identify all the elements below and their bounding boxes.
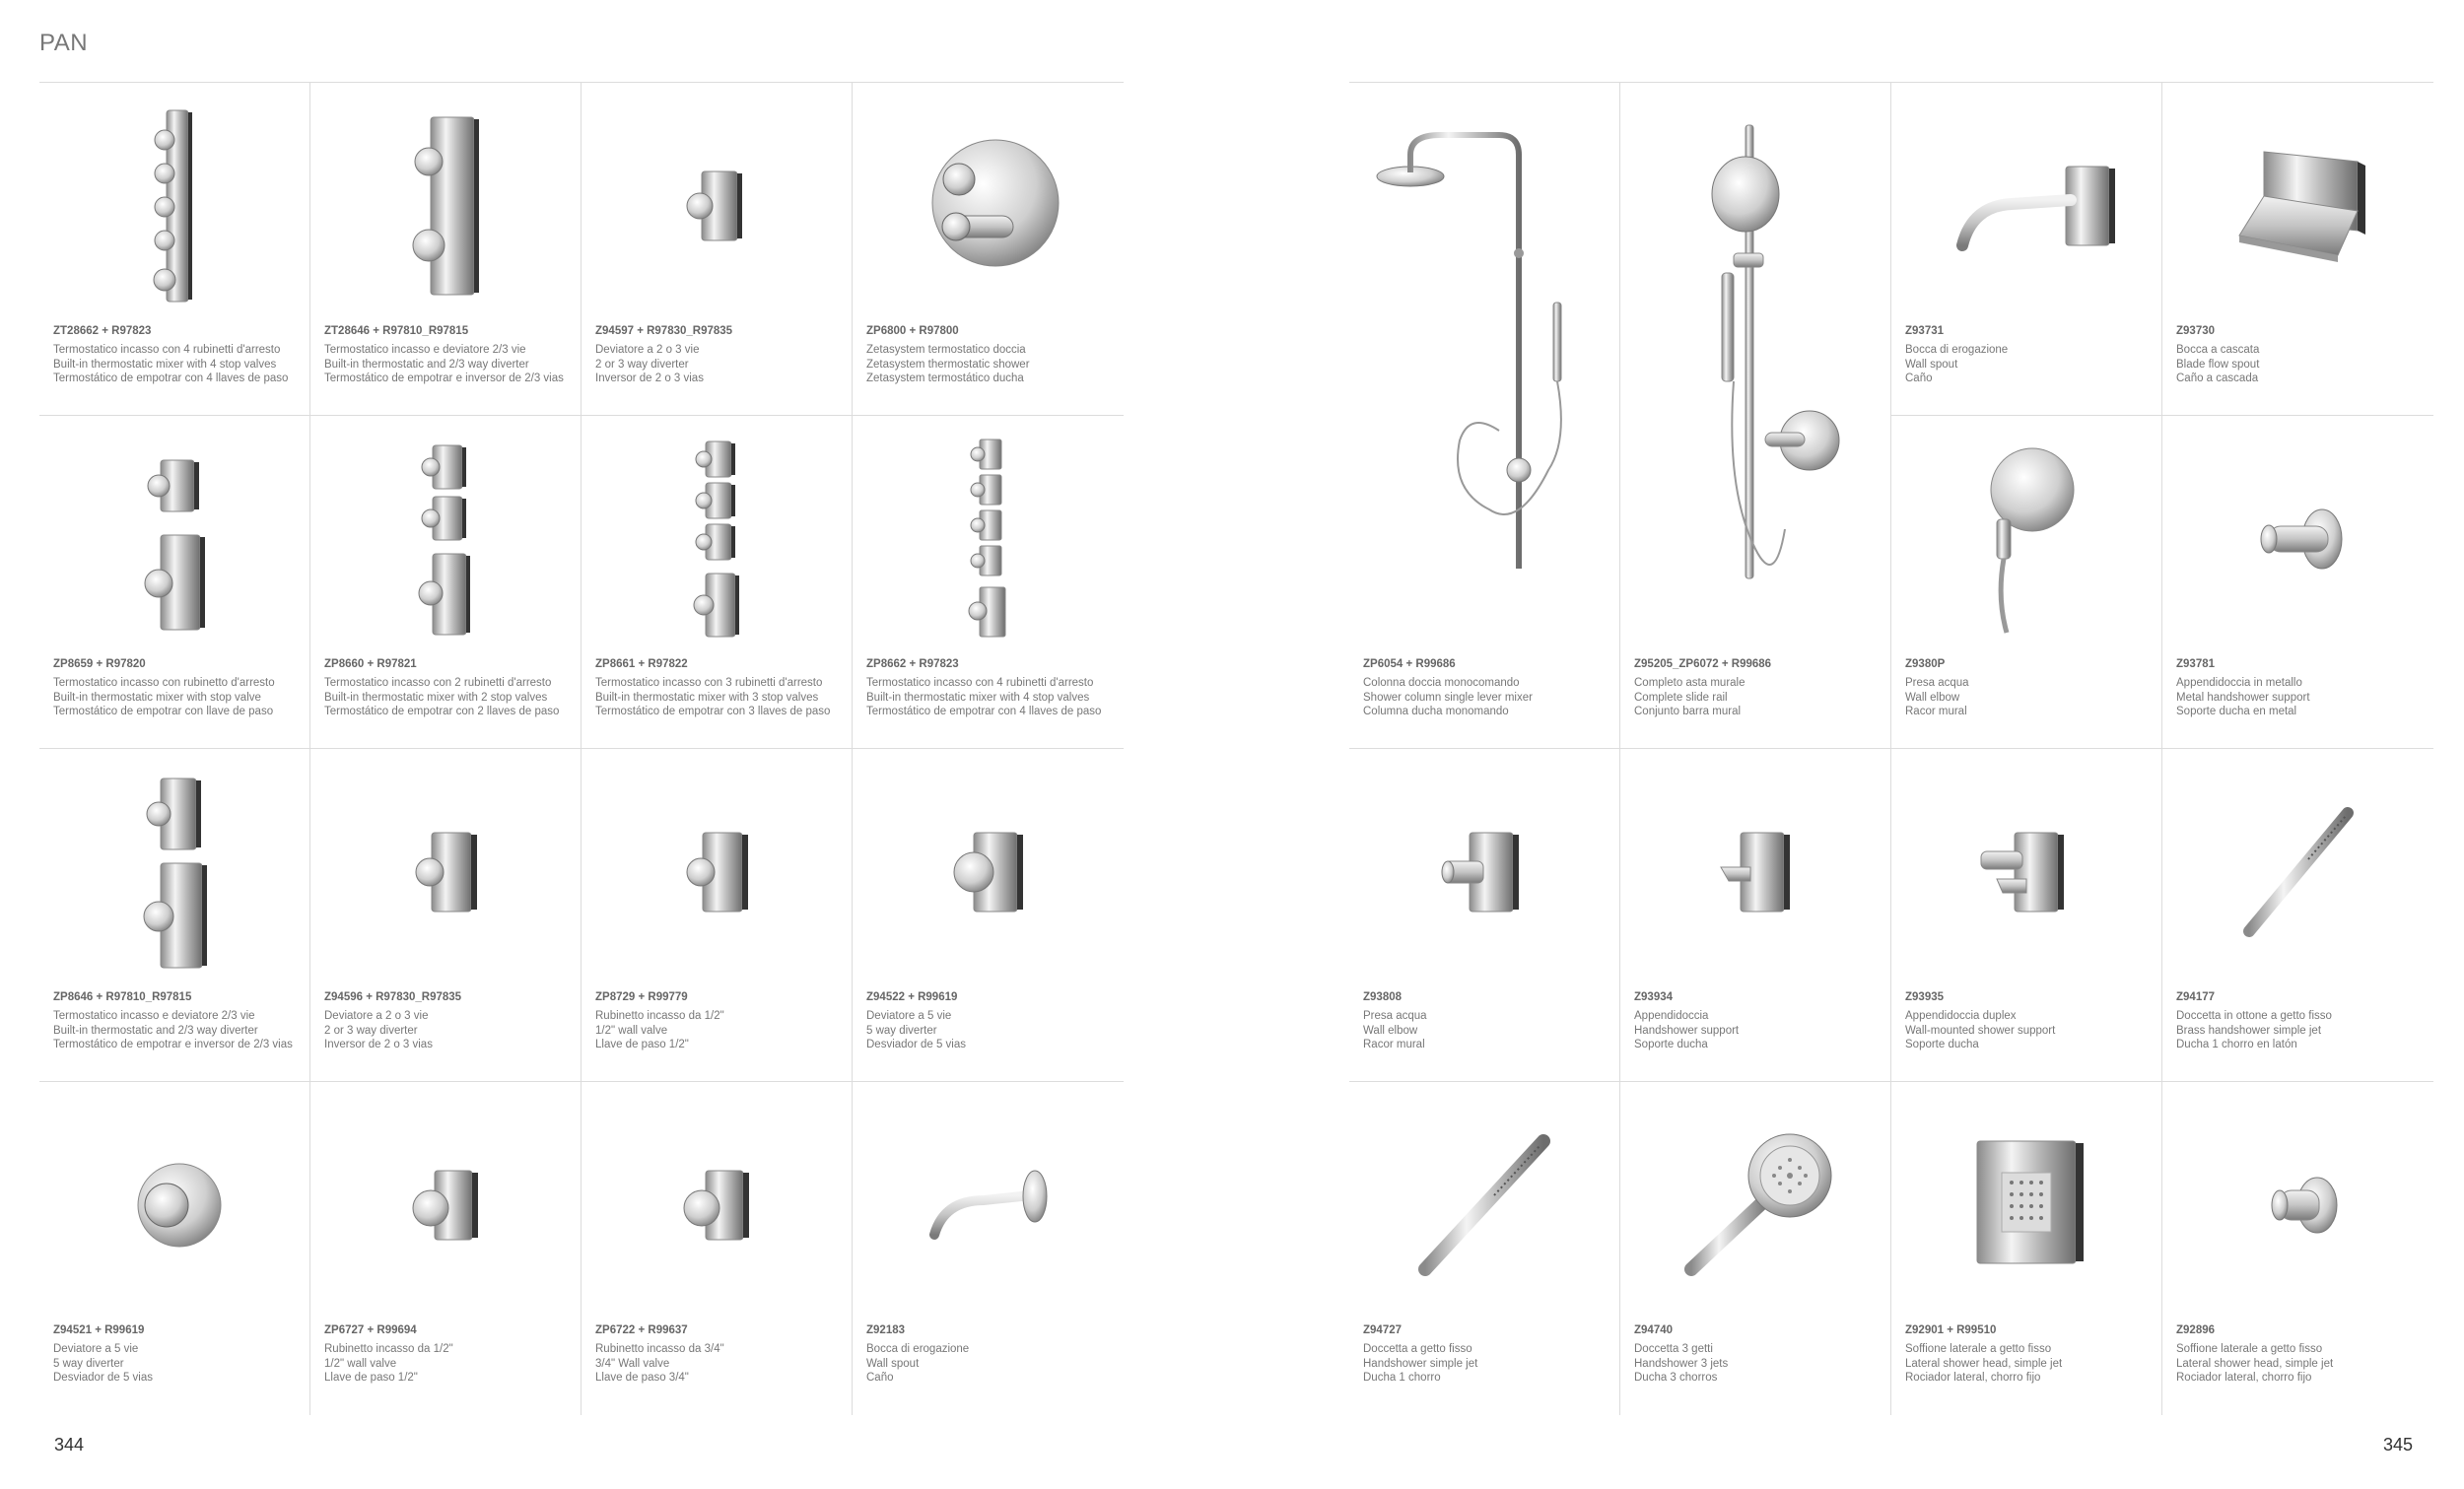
product-desc-es: Termostático de empotrar con 4 llaves de paso <box>866 706 1102 717</box>
product-desc-en: 2 or 3 way diverter <box>595 358 689 371</box>
product-desc-it: Bocca di erogazione <box>866 1343 970 1355</box>
product-desc-en: 1/2" wall valve <box>595 1024 668 1037</box>
product-code: Z9380P <box>1905 658 1946 670</box>
square-diverter-icon <box>324 759 567 985</box>
product-card[interactable] <box>1620 1082 1891 1415</box>
product-code: ZP8646 + R97810_R97815 <box>53 991 192 1003</box>
product-card[interactable] <box>853 1082 1124 1415</box>
product-code: Z93934 <box>1634 991 1674 1003</box>
product-desc-en: Built-in thermostatic mixer with 4 stop valves <box>866 691 1090 704</box>
product-code: Z93781 <box>2176 658 2216 670</box>
product-desc-it: Deviatore a 5 vie <box>53 1343 139 1355</box>
product-card[interactable] <box>2162 749 2433 1082</box>
product-desc-it: Rubinetto incasso da 1/2" <box>595 1010 724 1022</box>
product-desc-en: Wall spout <box>866 1357 920 1370</box>
page-number-right: 345 <box>2383 1435 2414 1455</box>
product-card[interactable] <box>2162 83 2433 416</box>
product-card[interactable] <box>853 749 1124 1082</box>
square-handshower-support-icon <box>1634 759 1877 985</box>
product-desc-en: Built-in thermostatic mixer with stop valve <box>53 691 261 704</box>
product-desc-en: Built-in thermostatic mixer with 4 stop valves <box>53 358 277 371</box>
product-card[interactable] <box>310 1082 582 1415</box>
product-card[interactable] <box>39 83 310 416</box>
product-desc-es: Termostático de empotrar con llave de paso <box>53 706 274 717</box>
product-desc-es: Soporte ducha <box>1634 1039 1708 1050</box>
product-desc-it: Rubinetto incasso da 3/4" <box>595 1343 724 1355</box>
shower-column-icon <box>1363 93 1606 649</box>
product-code: ZP8729 + R99779 <box>595 991 688 1003</box>
product-card[interactable] <box>1620 83 1891 749</box>
product-card[interactable] <box>582 416 853 749</box>
thermostatic-2-valve-icon <box>324 426 567 652</box>
product-desc-it: Doccetta a getto fisso <box>1363 1343 1472 1355</box>
product-card[interactable] <box>310 416 582 749</box>
thermostatic-3-valve-icon <box>595 426 838 652</box>
product-code: ZP6054 + R99686 <box>1363 658 1456 670</box>
product-desc-en: Lateral shower head, simple jet <box>1905 1357 2063 1370</box>
product-desc-es: Soporte ducha <box>1905 1039 1979 1050</box>
product-desc-it: Bocca a cascata <box>2176 344 2260 356</box>
product-desc-es: Termostático de empotrar con 3 llaves de paso <box>595 706 831 717</box>
product-desc-es: Desviador de 5 vias <box>53 1372 153 1384</box>
product-desc-it: Termostatico incasso con rubinetto d'arresto <box>53 677 275 689</box>
product-code: Z94727 <box>1363 1324 1403 1336</box>
round-body-jet-icon <box>2176 1092 2420 1319</box>
product-desc-it: Zetasystem termostatico doccia <box>866 344 1026 356</box>
product-desc-es: Termostático de empotrar con 2 llaves de paso <box>324 706 560 717</box>
product-desc-it: Deviatore a 5 vie <box>866 1010 952 1022</box>
product-desc-en: Wall elbow <box>1905 691 1960 704</box>
diverter-icon <box>595 93 838 319</box>
product-desc-it: Colonna doccia monocomando <box>1363 677 1520 689</box>
thermostatic-diverter-square-icon <box>53 759 296 985</box>
product-desc-es: Llave de paso 3/4" <box>595 1372 689 1384</box>
product-desc-en: 5 way diverter <box>53 1357 124 1370</box>
handshower-support-icon <box>2176 426 2420 652</box>
product-card[interactable] <box>853 83 1124 416</box>
product-code: ZT28662 + R97823 <box>53 325 152 337</box>
round-wall-elbow-icon <box>1905 426 2148 652</box>
product-code: Z94596 + R97830_R97835 <box>324 991 462 1003</box>
product-desc-en: Shower column single lever mixer <box>1363 691 1533 704</box>
product-code: Z93731 <box>1905 325 1945 337</box>
product-desc-it: Presa acqua <box>1905 677 1969 689</box>
product-desc-es: Ducha 1 chorro <box>1363 1372 1441 1384</box>
product-code: ZP6800 + R97800 <box>866 325 959 337</box>
product-desc-es: Caño <box>866 1372 894 1384</box>
product-code: ZP8661 + R97822 <box>595 658 688 670</box>
half-inch-valve-icon <box>324 1092 567 1319</box>
product-code: ZP6727 + R99694 <box>324 1324 417 1336</box>
product-card[interactable] <box>582 83 853 416</box>
product-desc-es: Racor mural <box>1905 706 1967 717</box>
product-desc-es: Termostático de empotrar con 4 llaves de paso <box>53 372 289 384</box>
product-code: Z95205_ZP6072 + R99686 <box>1634 658 1772 670</box>
square-wall-elbow-icon <box>1363 759 1606 985</box>
product-desc-en: Handshower 3 jets <box>1634 1357 1729 1370</box>
product-desc-en: Lateral shower head, simple jet <box>2176 1357 2334 1370</box>
stick-handshower-icon <box>1363 1092 1606 1319</box>
product-desc-it: Rubinetto incasso da 1/2" <box>324 1343 453 1355</box>
product-desc-es: Desviador de 5 vias <box>866 1039 966 1050</box>
product-desc-es: Ducha 1 chorro en latón <box>2176 1039 2297 1050</box>
product-desc-en: Handshower simple jet <box>1363 1357 1478 1370</box>
right-product-grid <box>1349 82 2433 1415</box>
duplex-support-icon <box>1905 759 2148 985</box>
brand-title: PAN <box>39 30 89 56</box>
thermostatic-1-valve-icon <box>53 426 296 652</box>
product-code: ZP6722 + R99637 <box>595 1324 688 1336</box>
product-card[interactable] <box>1891 1082 2162 1415</box>
product-desc-en: 1/2" wall valve <box>324 1357 397 1370</box>
thermostatic-diverter-icon <box>324 93 567 319</box>
product-card[interactable] <box>39 749 310 1082</box>
product-desc-en: Blade flow spout <box>2176 358 2260 371</box>
product-desc-es: Rociador lateral, chorro fijo <box>2176 1372 2312 1384</box>
product-card[interactable] <box>1891 749 2162 1082</box>
left-product-grid <box>39 82 1124 1415</box>
product-desc-en: 2 or 3 way diverter <box>324 1024 418 1037</box>
product-desc-en: Wall spout <box>1905 358 1958 371</box>
page-number-left: 344 <box>54 1435 85 1455</box>
product-desc-en: Zetasystem thermostatic shower <box>866 358 1030 371</box>
product-desc-it: Doccetta in ottone a getto fisso <box>2176 1010 2332 1022</box>
thermostatic-4-valve-square-icon <box>866 426 1110 652</box>
product-desc-it: Termostatico incasso e deviatore 2/3 vie <box>324 344 526 356</box>
product-card[interactable] <box>1620 749 1891 1082</box>
product-desc-en: 3/4" Wall valve <box>595 1357 670 1370</box>
product-desc-en: Brass handshower simple jet <box>2176 1024 2322 1037</box>
product-desc-it: Presa acqua <box>1363 1010 1427 1022</box>
product-desc-es: Conjunto barra mural <box>1634 706 1742 717</box>
product-desc-es: Soporte ducha en metal <box>2176 706 2297 717</box>
product-card[interactable] <box>582 1082 853 1415</box>
product-desc-es: Inversor de 2 o 3 vias <box>324 1039 433 1050</box>
product-code: Z94522 + R99619 <box>866 991 958 1003</box>
round-thermostatic-icon <box>866 93 1110 319</box>
product-card[interactable] <box>1891 83 2162 416</box>
product-desc-es: Racor mural <box>1363 1039 1425 1050</box>
product-desc-it: Soffione laterale a getto fisso <box>1905 1343 2052 1355</box>
product-card[interactable] <box>1349 749 1620 1082</box>
product-code: Z92896 <box>2176 1324 2216 1336</box>
square-wall-spout-icon <box>1905 93 2148 319</box>
product-desc-en: 5 way diverter <box>866 1024 937 1037</box>
product-desc-en: Complete slide rail <box>1634 691 1728 704</box>
product-card[interactable] <box>39 416 310 749</box>
product-desc-it: Termostatico incasso con 2 rubinetti d'arresto <box>324 677 552 689</box>
product-code: ZT28646 + R97810_R97815 <box>324 325 469 337</box>
thermostatic-4-valve-icon <box>53 93 296 319</box>
product-desc-en: Built-in thermostatic mixer with 2 stop valves <box>324 691 548 704</box>
product-desc-it: Deviatore a 2 o 3 vie <box>324 1010 429 1022</box>
product-desc-it: Termostatico incasso con 4 rubinetti d'arresto <box>866 677 1094 689</box>
product-desc-it: Appendidoccia duplex <box>1905 1010 2017 1022</box>
slide-rail-icon <box>1634 93 1877 649</box>
product-desc-it: Deviatore a 2 o 3 vie <box>595 344 700 356</box>
cascade-spout-icon <box>2176 93 2420 319</box>
product-card[interactable] <box>1349 83 1620 749</box>
product-card[interactable] <box>310 749 582 1082</box>
product-desc-en: Wall elbow <box>1363 1024 1418 1037</box>
product-code: Z93808 <box>1363 991 1403 1003</box>
product-code: Z92901 + R99510 <box>1905 1324 1997 1336</box>
wall-spout-icon <box>866 1092 1110 1319</box>
product-desc-es: Termostático de empotrar e inversor de 2/3 vias <box>53 1039 293 1050</box>
brass-handshower-icon <box>2176 759 2420 985</box>
product-desc-it: Bocca di erogazione <box>1905 344 2009 356</box>
product-desc-it: Termostatico incasso e deviatore 2/3 vie <box>53 1010 255 1022</box>
product-desc-es: Columna ducha monomando <box>1363 706 1509 717</box>
product-desc-en: Handshower support <box>1634 1024 1740 1037</box>
product-desc-es: Inversor de 2 o 3 vias <box>595 372 704 384</box>
round-handshower-icon <box>1634 1092 1877 1319</box>
product-code: ZP8659 + R97820 <box>53 658 146 670</box>
product-desc-en: Built-in thermostatic and 2/3 way diverter <box>324 358 529 371</box>
round-5-way-diverter-icon <box>53 1092 296 1319</box>
square-body-jet-icon <box>1905 1092 2148 1319</box>
product-desc-en: Metal handshower support <box>2176 691 2310 704</box>
product-desc-it: Soffione laterale a getto fisso <box>2176 1343 2323 1355</box>
product-card[interactable] <box>2162 1082 2433 1415</box>
product-card[interactable] <box>39 1082 310 1415</box>
product-desc-it: Appendidoccia <box>1634 1010 1709 1022</box>
product-desc-es: Caño <box>1905 372 1933 384</box>
product-code: Z94521 + R99619 <box>53 1324 145 1336</box>
product-card[interactable] <box>2162 416 2433 749</box>
wall-valve-icon <box>595 759 838 985</box>
product-card[interactable] <box>1349 1082 1620 1415</box>
product-desc-en: Built-in thermostatic mixer with 3 stop valves <box>595 691 819 704</box>
product-code: Z94597 + R97830_R97835 <box>595 325 733 337</box>
product-desc-es: Rociador lateral, chorro fijo <box>1905 1372 2041 1384</box>
product-code: Z92183 <box>866 1324 906 1336</box>
product-desc-es: Caño a cascada <box>2176 372 2259 384</box>
product-code: ZP8660 + R97821 <box>324 658 417 670</box>
product-desc-en: Wall-mounted shower support <box>1905 1024 2056 1037</box>
product-card[interactable] <box>1891 416 2162 749</box>
product-desc-es: Llave de paso 1/2" <box>595 1039 689 1050</box>
product-code: ZP8662 + R97823 <box>866 658 959 670</box>
product-desc-it: Completo asta murale <box>1634 677 1745 689</box>
product-desc-es: Ducha 3 chorros <box>1634 1372 1718 1384</box>
5-way-diverter-icon <box>866 759 1110 985</box>
product-code: Z93730 <box>2176 325 2216 337</box>
product-card[interactable] <box>310 83 582 416</box>
three-quarter-valve-icon <box>595 1092 838 1319</box>
product-desc-es: Zetasystem termostático ducha <box>866 372 1024 384</box>
product-desc-es: Termostático de empotrar e inversor de 2/3 vias <box>324 372 564 384</box>
product-desc-it: Termostatico incasso con 3 rubinetti d'arresto <box>595 677 823 689</box>
product-desc-it: Termostatico incasso con 4 rubinetti d'arresto <box>53 344 281 356</box>
product-card[interactable] <box>582 749 853 1082</box>
product-desc-es: Llave de paso 1/2" <box>324 1372 418 1384</box>
product-desc-en: Built-in thermostatic and 2/3 way diverter <box>53 1024 258 1037</box>
product-code: Z93935 <box>1905 991 1945 1003</box>
product-desc-it: Doccetta 3 getti <box>1634 1343 1713 1355</box>
product-desc-it: Appendidoccia in metallo <box>2176 677 2302 689</box>
product-card[interactable] <box>853 416 1124 749</box>
product-code: Z94177 <box>2176 991 2216 1003</box>
product-code: Z94740 <box>1634 1324 1674 1336</box>
